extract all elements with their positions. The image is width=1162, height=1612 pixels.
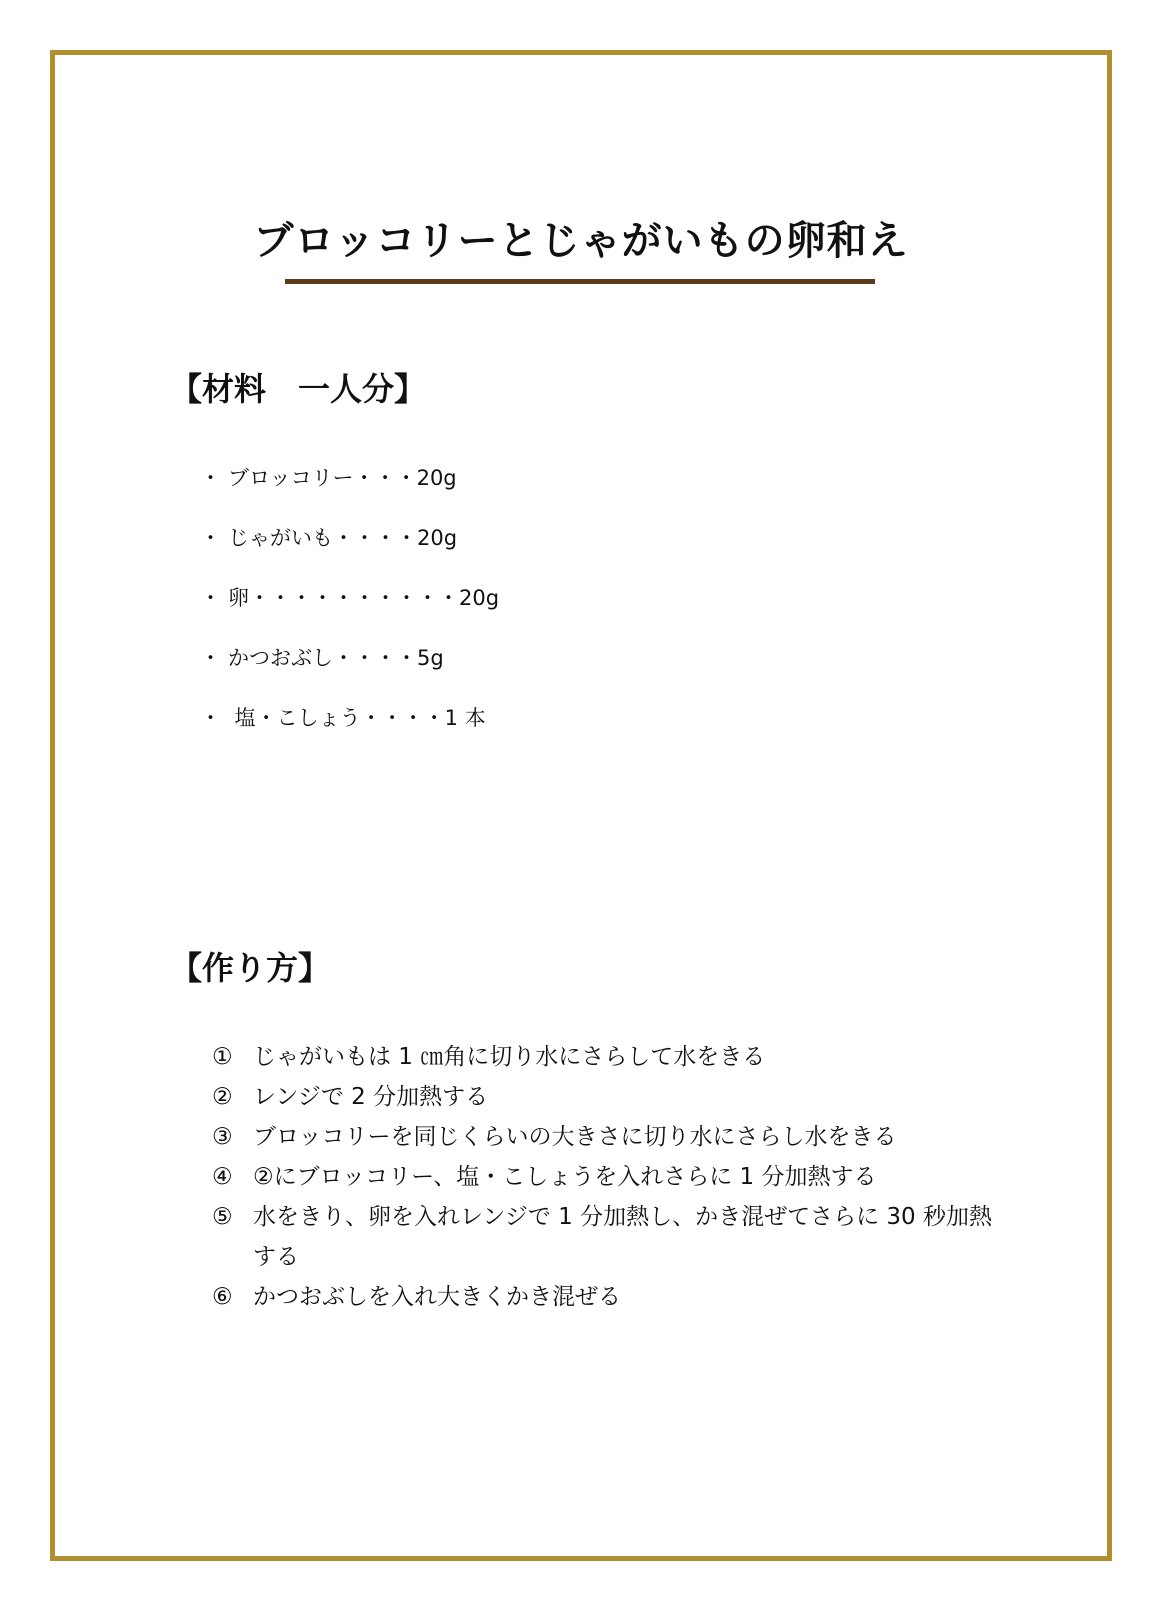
step-number: ⑥: [212, 1284, 233, 1310]
step-item: [212, 1157, 992, 1197]
step-text: ②にブロッコリー、塩・こしょうを入れさらに 1 分加熱する: [253, 1164, 877, 1190]
page-frame: [50, 50, 1112, 1561]
step-number: ②: [212, 1084, 233, 1110]
step-text: ブロッコリーを同じくらいの大きさに切り水にさらし水をきる: [253, 1124, 897, 1150]
ingredient-text: 塩・こしょう・・・・1 本: [228, 706, 486, 730]
step-text: 水をきり、卵を入れレンジで 1 分加熱し、かき混ぜてさらに 30 秒加熱する: [253, 1204, 992, 1270]
bullet: ・: [200, 466, 221, 490]
step-item: [212, 1037, 992, 1077]
title-underline: [285, 279, 875, 284]
ingredient-item: [200, 643, 499, 703]
step-number: ④: [212, 1164, 233, 1190]
step-item: [212, 1077, 992, 1117]
bullet: ・: [200, 526, 221, 550]
step-number: ①: [212, 1044, 233, 1070]
steps-heading: 【作り方】: [170, 949, 331, 987]
ingredients-heading: 【材料 一人分】: [170, 370, 427, 408]
bullet: ・: [200, 646, 221, 670]
step-number: ⑤: [212, 1204, 233, 1230]
ingredient-text: かつおぶし・・・・5g: [228, 646, 444, 670]
ingredient-text: じゃがいも・・・・20g: [228, 526, 458, 550]
step-item: [212, 1117, 992, 1157]
step-text: レンジで 2 分加熱する: [253, 1084, 489, 1110]
ingredient-item: [200, 583, 499, 643]
title-container: [0, 215, 1162, 267]
ingredient-item: [200, 463, 499, 523]
step-text: かつおぶしを入れ大きくかき混ぜる: [253, 1284, 621, 1310]
bullet: ・: [200, 586, 221, 610]
ingredient-item: [200, 523, 499, 583]
step-item: [212, 1277, 992, 1317]
step-text: じゃがいもは 1 ㎝角に切り水にさらして水をきる: [253, 1044, 766, 1070]
step-item: [212, 1197, 992, 1277]
ingredient-item: [200, 703, 499, 763]
ingredient-text: ブロッコリー・・・20g: [228, 466, 457, 490]
step-number: ③: [212, 1124, 233, 1150]
bullet: ・: [200, 706, 221, 730]
ingredients-list: [200, 463, 499, 763]
ingredient-text: 卵・・・・・・・・・・20g: [228, 586, 500, 610]
steps-list: [212, 1037, 992, 1317]
recipe-title: ブロッコリーとじゃがいもの卵和え: [253, 218, 909, 264]
